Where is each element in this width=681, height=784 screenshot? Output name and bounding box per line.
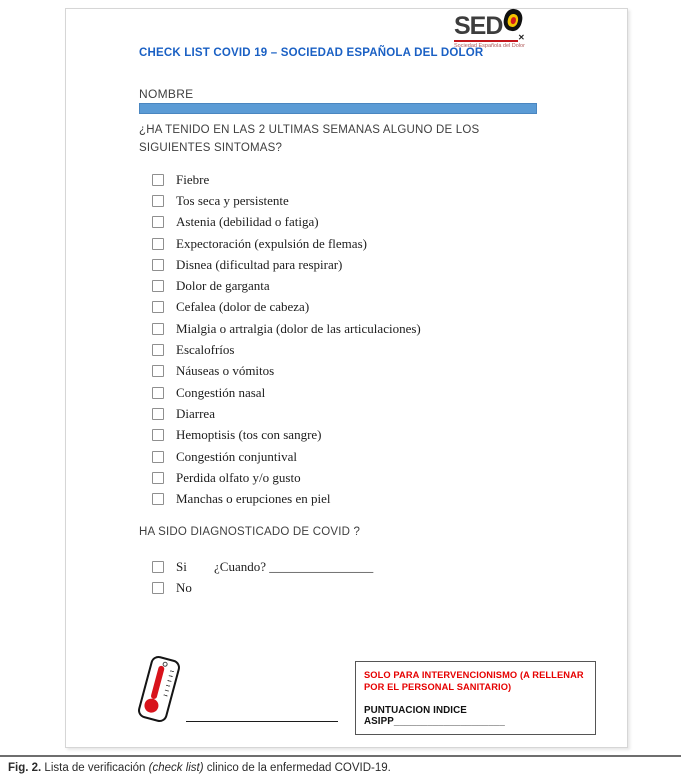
symptom-row	[152, 467, 421, 488]
symptoms-checklist	[152, 169, 421, 510]
symptom-checkbox[interactable]	[152, 387, 164, 399]
thermometer-icon	[136, 654, 182, 724]
sed-target-ring	[507, 12, 520, 27]
figure-caption-italic: (check list)	[148, 762, 204, 774]
sed-dart-icon: ✕	[518, 33, 525, 42]
symptom-checkbox[interactable]	[152, 195, 164, 207]
symptom-label: Astenia (debilidad o fatiga)	[176, 214, 319, 230]
diagnosis-no-label: No	[176, 579, 192, 595]
symptoms-question: ¿HA TENIDO EN LAS 2 ULTIMAS SEMANAS ALGUNO DE LOS SIGUIENTES SINTOMAS?	[139, 124, 480, 154]
symptom-checkbox[interactable]	[152, 344, 164, 356]
symptom-checkbox[interactable]	[152, 493, 164, 505]
symptom-label: Dolor de garganta	[176, 278, 270, 294]
sed-logo-subtitle: Sociedad Española del Dolor	[454, 43, 525, 49]
diagnosis-no-row	[152, 577, 373, 598]
diagnosis-no-checkbox[interactable]	[152, 582, 164, 594]
diagnosis-yes-label: Si	[176, 558, 187, 574]
document-title: CHECK LIST COVID 19 – SOCIEDAD ESPAÑOLA DEL DOLOR	[139, 47, 484, 59]
figure-caption-part1: Lista de verificación	[41, 762, 149, 774]
document-page	[65, 8, 628, 748]
symptom-row	[152, 488, 421, 509]
thermometer-ticks	[163, 670, 174, 698]
thermometer-bulb	[143, 697, 160, 714]
asipp-score-blank[interactable]: PUNTUACION INDICE ASIPP____________________	[364, 705, 505, 727]
symptom-label: Náuseas o vómitos	[176, 363, 275, 379]
symptom-checkbox[interactable]	[152, 174, 164, 186]
symptom-label: Manchas o erupciones en piel	[176, 491, 331, 507]
figure-caption-label: Fig. 2.	[8, 762, 42, 774]
symptom-label: Congestión conjuntival	[176, 448, 297, 464]
symptom-label: Escalofríos	[176, 342, 235, 358]
symptom-row	[152, 318, 421, 339]
diagnosis-when-blank[interactable]: ¿Cuando? ________________	[214, 558, 374, 574]
symptom-row	[152, 169, 421, 190]
symptom-label: Expectoración (expulsión de flemas)	[176, 235, 367, 251]
symptom-checkbox[interactable]	[152, 280, 164, 292]
symptom-checkbox[interactable]	[152, 259, 164, 271]
figure-caption	[0, 755, 681, 774]
symptom-checkbox[interactable]	[152, 472, 164, 484]
symptom-label: Tos seca y persistente	[176, 192, 289, 208]
symptom-checkbox[interactable]	[152, 451, 164, 463]
symptom-checkbox[interactable]	[152, 301, 164, 313]
symptom-checkbox[interactable]	[152, 216, 164, 228]
symptom-row	[152, 233, 421, 254]
intervention-box-title: SOLO PARA INTERVENCIONISMO (A RELLENAR POR EL PERSONAL SANITARIO)	[364, 670, 584, 692]
sed-logo-underline	[454, 40, 518, 42]
symptom-row	[152, 403, 421, 424]
symptom-row	[152, 446, 421, 467]
symptom-row	[152, 212, 421, 233]
symptom-label: Diarrea	[176, 405, 215, 421]
sed-target-center	[510, 16, 517, 24]
symptom-label: Cefalea (dolor de cabeza)	[176, 299, 310, 315]
symptom-row	[152, 361, 421, 382]
diagnosis-yes-row	[152, 556, 373, 577]
symptom-label: Perdida olfato y/o gusto	[176, 469, 301, 485]
sed-logo	[454, 13, 554, 49]
sed-target-icon	[502, 7, 525, 33]
symptom-checkbox[interactable]	[152, 365, 164, 377]
symptom-row	[152, 190, 421, 211]
diagnosis-yes-checkbox[interactable]	[152, 561, 164, 573]
diagnosis-options	[152, 556, 373, 599]
figure-caption-part2: clinico de la enfermedad COVID-19.	[203, 762, 391, 774]
diagnosis-question: HA SIDO DIAGNOSTICADO DE COVID ?	[139, 526, 361, 538]
symptom-row	[152, 425, 421, 446]
symptom-row	[152, 339, 421, 360]
symptom-checkbox[interactable]	[152, 323, 164, 335]
symptom-label: Congestión nasal	[176, 384, 266, 400]
symptom-row	[152, 275, 421, 296]
sed-logo-text: SED	[454, 12, 503, 40]
symptom-label: Hemoptisis (tos con sangre)	[176, 427, 322, 443]
symptom-checkbox[interactable]	[152, 238, 164, 250]
name-input-bar[interactable]	[139, 103, 537, 114]
symptom-row	[152, 382, 421, 403]
symptom-checkbox[interactable]	[152, 429, 164, 441]
symptom-label: Mialgia o artralgia (dolor de las articulaciones)	[176, 320, 421, 336]
sed-logo-row	[454, 13, 554, 39]
figure-caption-text	[0, 762, 681, 774]
symptom-checkbox[interactable]	[152, 408, 164, 420]
symptom-row	[152, 297, 421, 318]
symptom-row	[152, 254, 421, 275]
symptom-label: Fiebre	[176, 171, 210, 187]
temperature-blank-line[interactable]	[186, 711, 338, 722]
symptom-label: Disnea (dificultad para respirar)	[176, 256, 343, 272]
intervention-box	[355, 661, 596, 735]
name-field-label: NOMBRE	[139, 87, 194, 101]
